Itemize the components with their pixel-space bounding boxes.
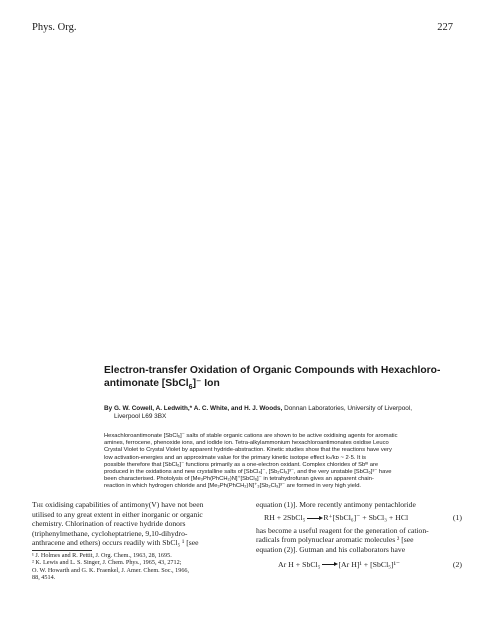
affiliation-line-1: Donnan Laboratories, University of Liverpool, [284,405,413,412]
page-number: 227 [437,22,453,33]
body-line: (triphenylmethane, cycloheptatriene, 9,10-dihydro- [32,528,188,538]
abstract-line: amines, ferrocene, phenoxide ions, and iodide ion. Tetra-alkylammonium hexachloroantimonates oxidise Leuco [104,440,389,447]
equation-1 [256,510,462,526]
journal-name: Phys. Org. [32,22,77,33]
body-line: chemistry. Chlorination of reactive hydride donors [32,519,186,529]
equation-2 [256,556,462,572]
equation-2-body [256,560,400,570]
right-column [256,500,462,572]
author-block [104,405,466,421]
abstract [104,433,466,491]
abstract-line: low activation-energies and an approximate value for the primary kinetic isotope effect kₕ/kᴅ ~ 2·5. It is [104,454,367,461]
abstract-line: been characterised. Photolysis of [Me₃Ph(PhCH₂)N]⁺[SbCl₆]⁻ in tetrahydrofuran gives an apparent chain- [104,476,374,483]
footnotes [32,552,236,582]
equation-2-left: Ar H + SbCl₅ [278,559,321,569]
authors-line [104,405,466,413]
reaction-arrow-icon [307,518,321,519]
title-line-2 [104,378,464,395]
equation-2-number: (2) [452,559,462,569]
footnote-line: ² K. Lewis and L. S. Singer, J. Chem. Phys., 1965, 43, 2712; [32,559,182,567]
body-line: utilised to any great extent in either inorganic or organic [32,509,203,519]
body-line: equation (2)]. Gutman and his collaborators have [256,544,406,554]
footnote-line: O. W. Howarth and G. K. Fraenkel, J. Amer. Chem. Soc., 1966, [32,566,190,574]
equation-1-body [256,513,408,523]
abstract-line: Crystal Violet to Crystal Violet by apparent hydride-abstraction. Kinetic studies show that the reactions have very [104,447,392,454]
left-column [32,500,236,582]
author-names: By G. W. Cowell, A. Ledwith,* A. C. White, and H. J. Woods, [104,405,283,412]
title-line-1: Electron-transfer Oxidation of Organic Compounds with Hexachloro- [104,365,441,376]
equation-1-number: (1) [452,512,462,522]
equation-1-right: R⁺[SbCl₆]⁻ + SbCl₃ + HCl [323,512,409,522]
reaction-arrow-icon [322,564,336,565]
equation-1-left: RH + 2SbCl₅ [264,512,306,522]
title-line-2-post: ]⁻ Ion [192,377,220,389]
equation-2-right: [Ar H]¹ + [SbCl₅]¹⁻ [338,559,401,569]
body-line: anthracene and ethers) occurs readily with SbCl₅ ¹ [see [32,538,199,548]
footnote-rule [32,550,92,551]
footnote-line: ¹ J. Holmes and R. Pettit, J. Org. Chem., 1963, 28, 1695. [32,551,172,559]
title-line-2-sub: 6 [188,383,193,391]
abstract-line: reaction in which hydrogen chloride and [Me₃Ph(PhCH₂)N]⁺₃[Sb₂Cl₉]³⁻ are formed in very high yield. [104,483,362,490]
body-line: radicals from polynuclear aromatic molecules ² [see [256,535,414,545]
body-line: equation (1)]. More recently antimony pentachloride [256,500,416,509]
abstract-line: Hexachloroantimonate [SbCl₆]⁻ salts of stable organic cations are shown to be active oxidising agents for aromatic [104,433,398,439]
title-line-2-pre: antimonate [SbCl [104,377,189,389]
article-title [104,365,464,394]
body-line: has become a useful reagent for the generation of cation- [256,525,429,535]
footnote-line: 88, 4514. [32,574,56,582]
intro-word: The [32,500,44,509]
affiliation-line-2: Liverpool L69 3BX [114,413,167,420]
abstract-line: possible therefore that [SbCl₆]⁻ functions primarily as a one-electron oxidant. Complex chlorides of Sbᴵᴵᴵ are [104,461,379,468]
body-line [32,500,236,510]
abstract-line: produced in the oxidations and new crystalline salts of [SbCl₄]⁻, [Sb₂Cl₉]³⁻, and the very unstable [SbCl₆]³⁻ have [104,469,392,476]
body-line-text: oxidising capabilities of antimony(V) have not been [45,500,204,509]
